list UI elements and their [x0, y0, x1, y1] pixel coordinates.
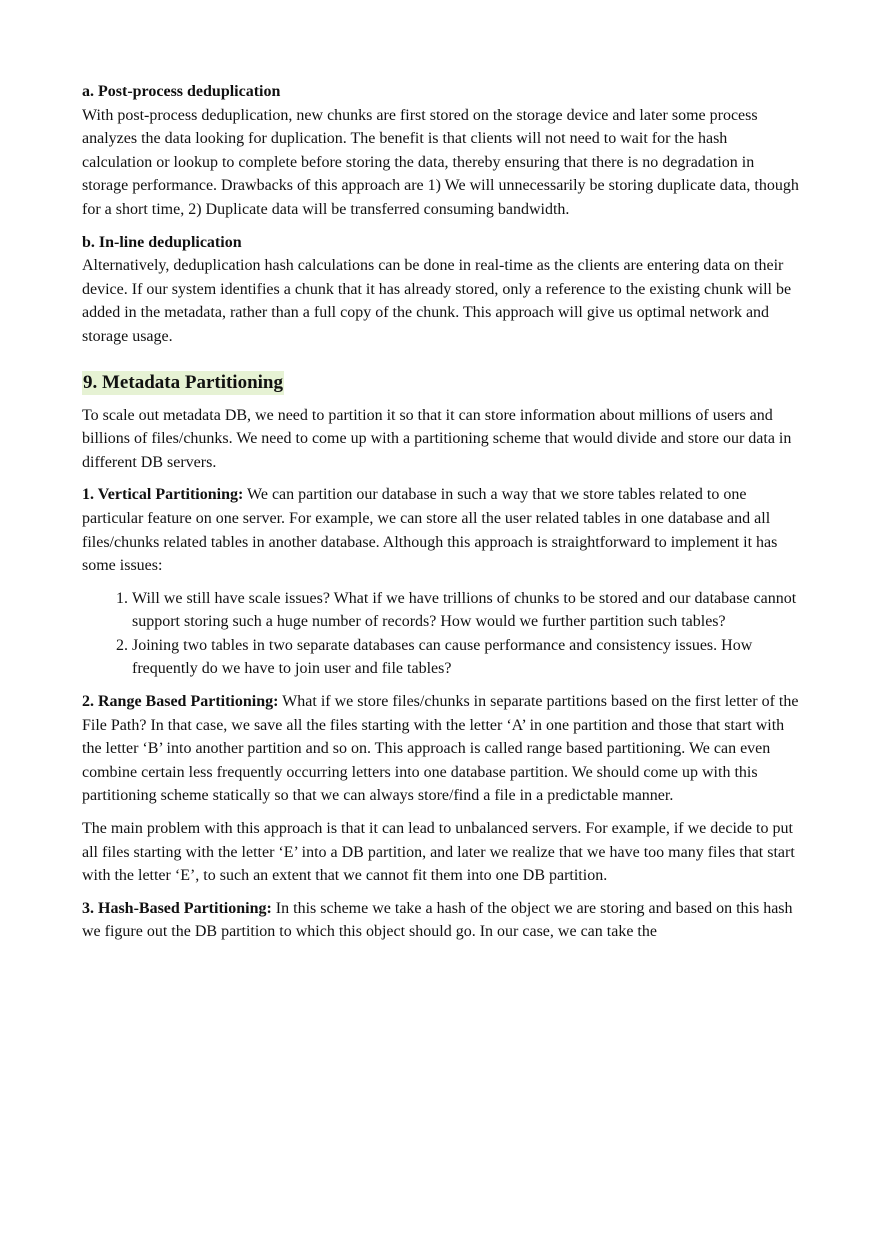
post-process-paragraph: With post-process deduplication, new chunks are first stored on the storage device and later some process analyzes the data looking for duplication. The benefit is that clients will not need to wait for the hash calculation or lookup to complete before storing the data, thereby ensuring that there is no degradation in storage performance. Drawbacks of this approach are 1) We will unnecessarily be storing duplicate data, though for a short time, 2) Duplicate data will be transferred consuming bandwidth.: [82, 106, 799, 218]
list-item: 1. Will we still have scale issues? What if we have trillions of chunks to be stored and our database cannot support storing such a huge number of records? How would we further partition such tables?: [132, 587, 800, 634]
post-process-block: [82, 80, 800, 222]
hash-partitioning-text: In this scheme we take a hash of the object we are storing and based on this hash we figure out the DB partition to which this object should go. In our case, we can take the: [82, 899, 793, 941]
inline-paragraph: Alternatively, deduplication hash calculations can be done in real-time as the clients are entering data on their device. If our system identifies a chunk that it has already stored, only a reference to the existing chunk will be added in the metadata, rather than a full copy of the chunk. This approach will give us optimal network and storage usage.: [82, 257, 792, 345]
vertical-partitioning-text: We can partition our database in such a way that we store tables related to one particular feature on one server. For example, we can store all the user related tables in one database and all files/chunks related tables in another database. Although this approach is straightforward to implement it has some issues:: [82, 486, 778, 575]
range-partitioning-text: What if we store files/chunks in separate partitions based on the first letter of the File Path? In that case, we save all the files starting with the letter ‘A’ in one partition and those that start with the letter ‘B’ into another partition and so on. This approach is called range based partitioning. We can even combine certain less frequently occurring letters into one database partition. We should come up with this partitioning scheme statically so that we can always store/find a file in a predictable manner.: [82, 693, 799, 805]
range-partitioning-paragraph: [82, 690, 800, 808]
hash-partitioning-label: 3. Hash-Based Partitioning:: [82, 899, 272, 917]
inline-heading: b. In-line deduplication: [82, 233, 242, 251]
vertical-partitioning-paragraph: [82, 483, 800, 577]
hash-partitioning-paragraph: [82, 897, 800, 944]
section-intro-paragraph: To scale out metadata DB, we need to partition it so that it can store information about millions of users and billions of files/chunks. We need to come up with a partitioning scheme that would divide and store our data in different DB servers.: [82, 406, 792, 471]
range-partitioning-label: 2. Range Based Partitioning:: [82, 693, 279, 711]
vertical-issues-list: [82, 587, 800, 681]
list-item: 2. Joining two tables in two separate databases can cause performance and consistency issues. How frequently do we have to join user and file tables?: [132, 634, 800, 681]
inline-block: [82, 231, 800, 349]
range-problem-paragraph: The main problem with this approach is that it can lead to unbalanced servers. For example, if we decide to put all files starting with the letter ‘E’ into a DB partition, and later we realize that we have too many files that start with the letter ‘E’, to such an extent that we cannot fit them into one DB partition.: [82, 820, 795, 885]
vertical-partitioning-label: 1. Vertical Partitioning:: [82, 486, 244, 504]
section-title: 9. Metadata Partitioning: [83, 371, 284, 393]
post-process-heading: a. Post-process deduplication: [82, 83, 281, 100]
